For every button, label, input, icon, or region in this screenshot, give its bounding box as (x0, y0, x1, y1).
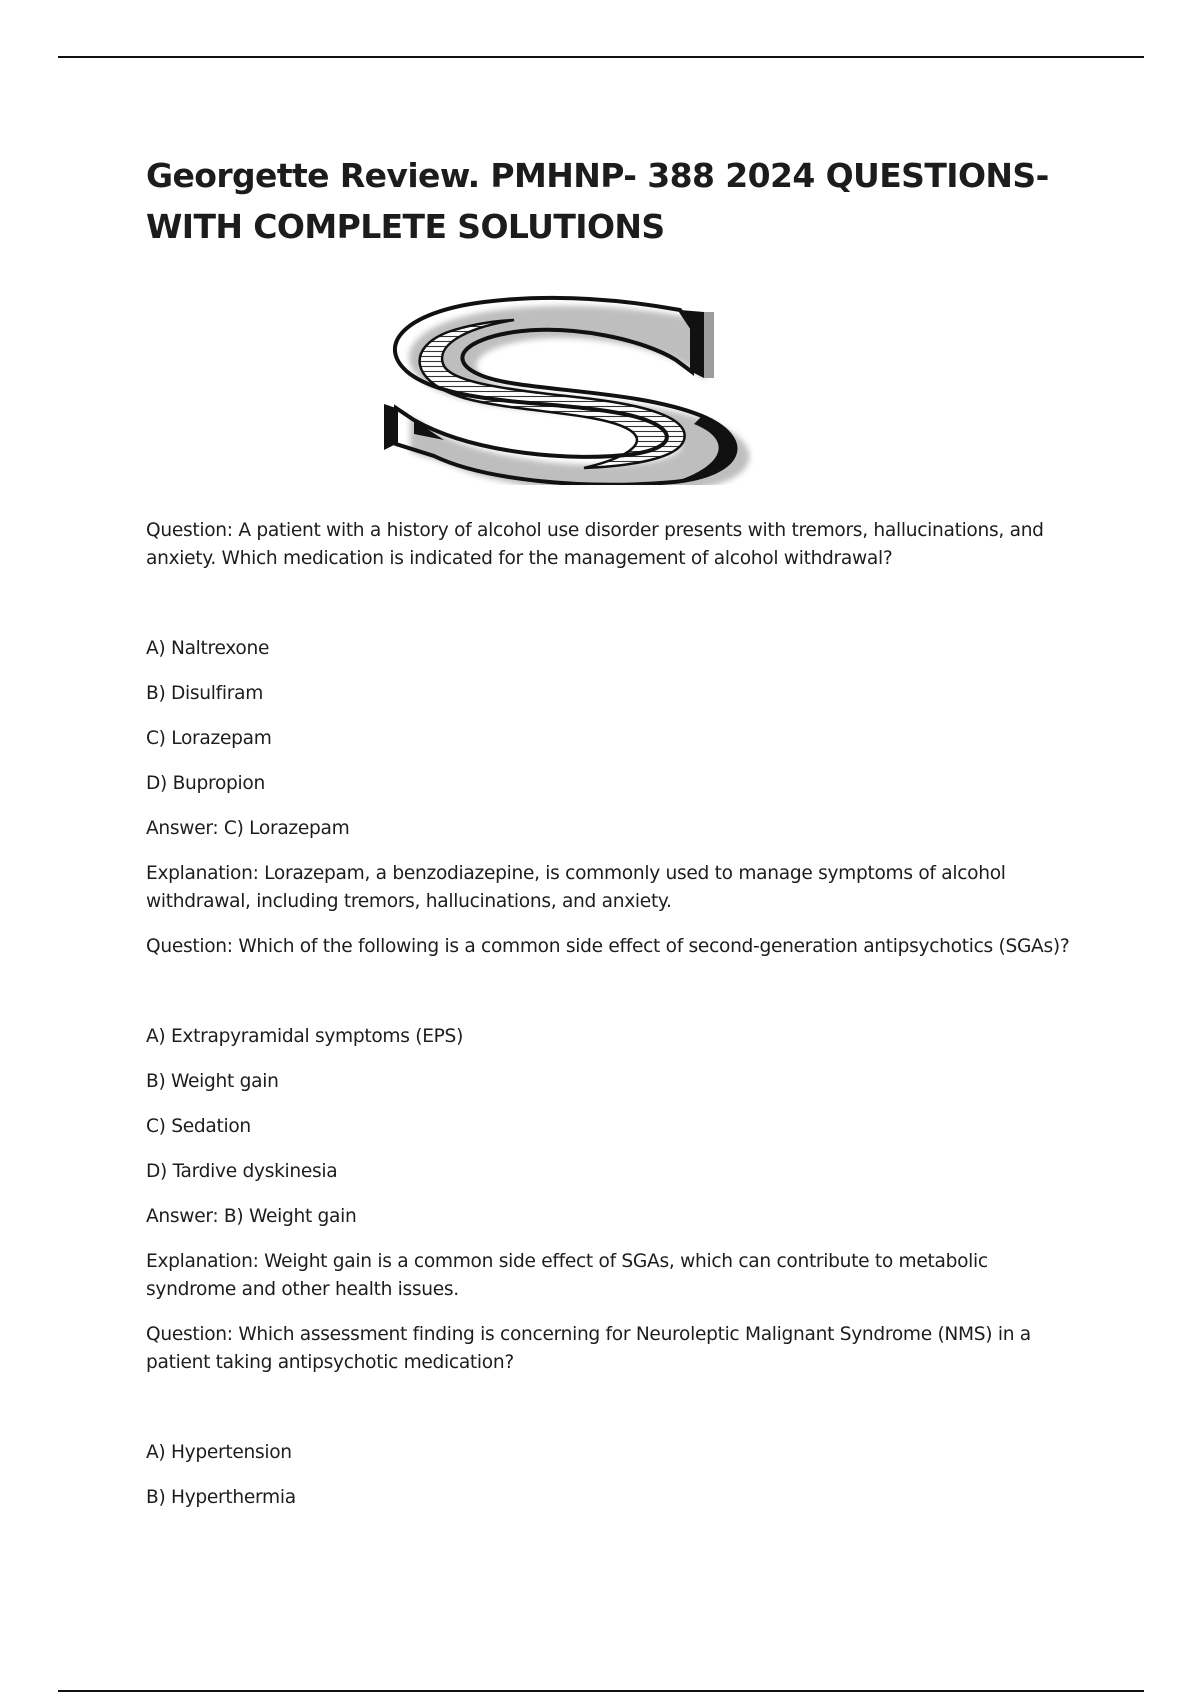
answer-text: Answer: C) Lorazepam (146, 818, 350, 839)
decorative-s-logo-icon (314, 290, 814, 485)
logo (314, 290, 814, 485)
answer-text: Answer: B) Weight gain (146, 1206, 357, 1227)
answer-option-d: D) Bupropion (146, 773, 265, 794)
questions-list (146, 517, 1076, 1512)
answer-option-c: C) Sedation (146, 1116, 251, 1137)
bottom-rule (58, 1690, 1144, 1692)
question-text: Question: Which assessment finding is concerning for Neuroleptic Malignant Syndrome (NMS) in a patient taking antipsychotic medication? (146, 1324, 1031, 1373)
question-block-2 (146, 933, 1076, 1304)
question-text: Question: A patient with a history of alcohol use disorder presents with tremors, hallucinations, and anxiety. Which medication is indicated for the management of alcohol withdrawal? (146, 520, 1044, 569)
answer-option-b: B) Weight gain (146, 1071, 279, 1092)
answer-option-b: B) Hyperthermia (146, 1487, 296, 1508)
document-body (146, 150, 1076, 1529)
question-text: Question: Which of the following is a common side effect of second-generation antipsychotics (SGAs)? (146, 936, 1070, 957)
explanation-text: Explanation: Lorazepam, a benzodiazepine, is commonly used to manage symptoms of alcohol withdrawal, including tremors, hallucinations, and anxiety. (146, 863, 1006, 912)
document-title: Georgette Review. PMHNP- 388 2024 QUESTIONS- WITH COMPLETE SOLUTIONS (146, 156, 1049, 246)
explanation-text: Explanation: Weight gain is a common side effect of SGAs, which can contribute to metabolic syndrome and other health issues. (146, 1251, 988, 1300)
answer-option-a: A) Extrapyramidal symptoms (EPS) (146, 1026, 464, 1047)
answer-option-b: B) Disulfiram (146, 683, 264, 704)
answer-option-d: D) Tardive dyskinesia (146, 1161, 338, 1182)
answer-option-a: A) Naltrexone (146, 638, 270, 659)
top-rule (58, 56, 1144, 58)
question-block-1 (146, 517, 1076, 916)
answer-option-a: A) Hypertension (146, 1442, 292, 1463)
question-block-3 (146, 1321, 1076, 1512)
answer-option-c: C) Lorazepam (146, 728, 272, 749)
